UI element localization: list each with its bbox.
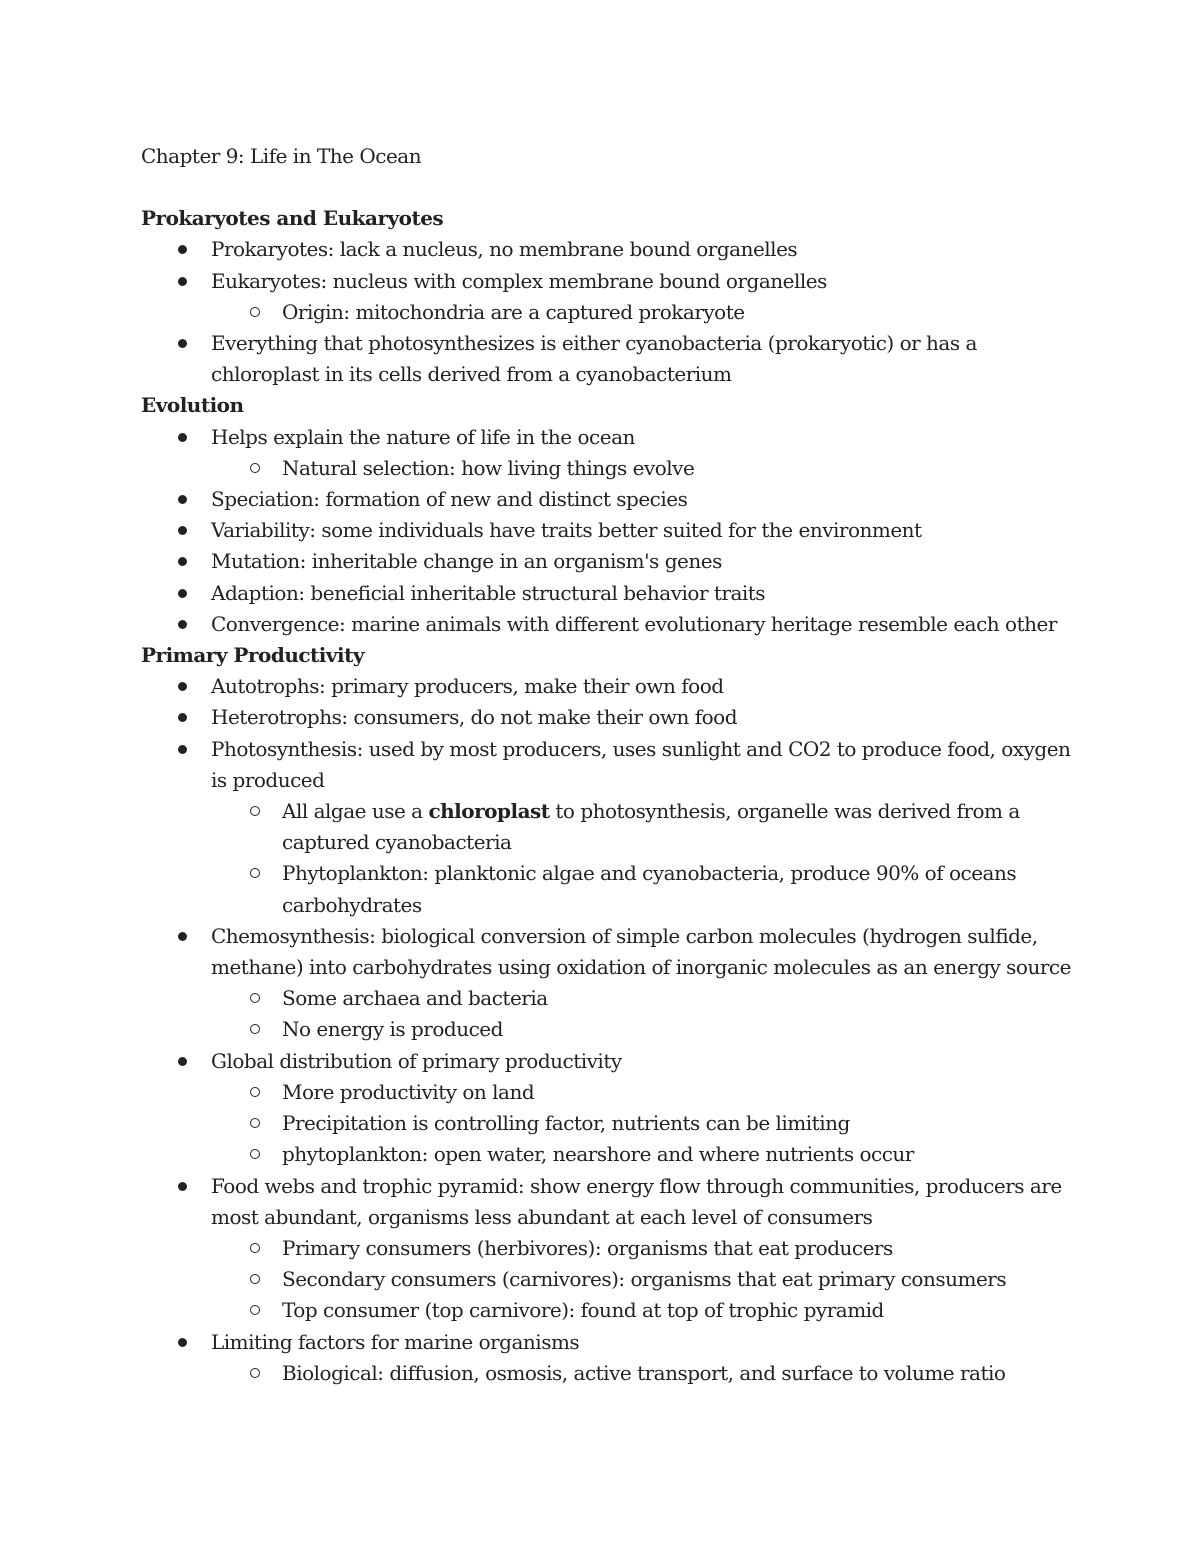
hollow-bullet-icon [250, 993, 260, 1003]
list-item [141, 609, 1071, 640]
sub-list-item [141, 796, 1071, 858]
filled-bullet-icon [178, 745, 187, 754]
filled-bullet-icon [178, 277, 187, 286]
list-item-text: phytoplankton: open water, nearshore and where nutrients occur [282, 1142, 914, 1167]
list-item [141, 734, 1071, 796]
section-prokaryotes-eukaryotes [141, 203, 1071, 390]
hollow-bullet-icon [250, 1087, 260, 1097]
list-item-text: Eukaryotes: nucleus with complex membrane bound organelles [211, 268, 827, 293]
list-item-text: Speciation: formation of new and distinct species [211, 487, 688, 512]
list-item-text: Convergence: marine animals with different evolutionary heritage resemble each other [211, 611, 1057, 636]
sub-list-item [141, 983, 1071, 1014]
list-item-text: More productivity on land [282, 1079, 535, 1104]
sub-list-item [141, 1077, 1071, 1108]
list-item-text: Mutation: inheritable change in an organism's genes [211, 549, 722, 574]
hollow-bullet-icon [250, 463, 260, 473]
list-item-text: Adaption: beneficial inheritable structural behavior traits [211, 580, 766, 605]
list-item-text: Helps explain the nature of life in the ocean [211, 424, 635, 449]
section-primary-productivity [141, 640, 1071, 1389]
filled-bullet-icon [178, 495, 187, 504]
list-item [141, 921, 1071, 983]
bullet-list [141, 422, 1071, 640]
chapter-title: Chapter 9: Life in The Ocean [141, 144, 422, 168]
sub-list-item [141, 453, 1071, 484]
list-item [141, 702, 1071, 733]
list-item-text: Everything that photosynthesizes is either cyanobacteria (prokaryotic) or has a chloroplast in its cells derived from a cyanobacterium [211, 331, 977, 387]
list-item-text: Some archaea and bacteria [282, 986, 548, 1011]
hollow-bullet-icon [250, 307, 260, 317]
bullet-list [141, 671, 1071, 1389]
list-item-text: Food webs and trophic pyramid: show energy flow through communities, producers are most abundant, organisms less abundant at each level of consumers [211, 1173, 1062, 1229]
list-item [141, 328, 1071, 390]
document-body [141, 141, 1071, 1389]
sub-list-item [141, 1295, 1071, 1326]
bold-term: chloroplast [428, 799, 550, 824]
list-item-text: Natural selection: how living things evolve [282, 455, 695, 480]
filled-bullet-icon [178, 932, 187, 941]
list-item-text: Phytoplankton: planktonic algae and cyanobacteria, produce 90% of oceans carbohydrates [282, 861, 1017, 917]
list-item [141, 234, 1071, 265]
hollow-bullet-icon [250, 1274, 260, 1284]
list-item [141, 578, 1071, 609]
hollow-bullet-icon [250, 1024, 260, 1034]
section-heading: Evolution [141, 393, 244, 418]
list-item-text: Primary consumers (herbivores): organisms that eat producers [282, 1235, 893, 1260]
bullet-list [141, 234, 1071, 390]
filled-bullet-icon [178, 620, 187, 629]
filled-bullet-icon [178, 245, 187, 254]
list-item [141, 1046, 1071, 1077]
list-item-text: Variability: some individuals have traits better suited for the environment [211, 518, 922, 543]
filled-bullet-icon [178, 557, 187, 566]
list-item [141, 515, 1071, 546]
list-item [141, 671, 1071, 702]
list-item-text: Photosynthesis: used by most producers, uses sunlight and CO2 to produce food, oxygen is produced [211, 736, 1071, 792]
sub-list-item [141, 858, 1071, 920]
list-item [141, 484, 1071, 515]
list-item-text: Origin: mitochondria are a captured prokaryote [282, 299, 745, 324]
sub-list-item [141, 1139, 1071, 1170]
sub-list-item [141, 297, 1071, 328]
filled-bullet-icon [178, 433, 187, 442]
sub-list-item [141, 1108, 1071, 1139]
sub-list-item [141, 1358, 1071, 1389]
filled-bullet-icon [178, 1338, 187, 1347]
list-item-text: Prokaryotes: lack a nucleus, no membrane bound organelles [211, 237, 798, 262]
hollow-bullet-icon [250, 1368, 260, 1378]
hollow-bullet-icon [250, 868, 260, 878]
list-item-text: Precipitation is controlling factor, nutrients can be limiting [282, 1111, 850, 1136]
list-item [141, 266, 1071, 297]
hollow-bullet-icon [250, 1243, 260, 1253]
list-item [141, 422, 1071, 453]
section-heading: Prokaryotes and Eukaryotes [141, 206, 444, 231]
list-item-text: Global distribution of primary productivity [211, 1048, 622, 1073]
hollow-bullet-icon [250, 806, 260, 816]
list-item [141, 1327, 1071, 1358]
list-item-text: Heterotrophs: consumers, do not make their own food [211, 705, 738, 730]
list-item [141, 546, 1071, 577]
list-item-text: Chemosynthesis: biological conversion of simple carbon molecules (hydrogen sulfide, methane) into carbohydrates using oxidation of inorganic molecules as an energy source [211, 923, 1071, 980]
filled-bullet-icon [178, 1057, 187, 1066]
section-evolution [141, 390, 1071, 640]
filled-bullet-icon [178, 526, 187, 535]
filled-bullet-icon [178, 713, 187, 722]
hollow-bullet-icon [250, 1118, 260, 1128]
list-item-text: Biological: diffusion, osmosis, active transport, and surface to volume ratio [282, 1360, 1006, 1385]
filled-bullet-icon [178, 1182, 187, 1191]
list-item-text: No energy is produced [282, 1017, 503, 1042]
section-heading: Primary Productivity [141, 643, 364, 668]
list-item-text: Autotrophs: primary producers, make their own food [211, 674, 724, 699]
list-item-text: to photosynthesis, organelle was derived from a captured cyanobacteria [282, 799, 1020, 855]
list-item-text: Top consumer (top carnivore): found at top of trophic pyramid [282, 1298, 884, 1323]
list-item-text: All algae use a [282, 799, 429, 824]
list-item-text: Limiting factors for marine organisms [211, 1329, 580, 1354]
hollow-bullet-icon [250, 1149, 260, 1159]
filled-bullet-icon [178, 682, 187, 691]
filled-bullet-icon [178, 339, 187, 348]
filled-bullet-icon [178, 589, 187, 598]
hollow-bullet-icon [250, 1305, 260, 1315]
list-item-text: Secondary consumers (carnivores): organisms that eat primary consumers [282, 1267, 1007, 1292]
sub-list-item [141, 1264, 1071, 1295]
sub-list-item [141, 1233, 1071, 1264]
sub-list-item [141, 1014, 1071, 1045]
list-item [141, 1171, 1071, 1233]
